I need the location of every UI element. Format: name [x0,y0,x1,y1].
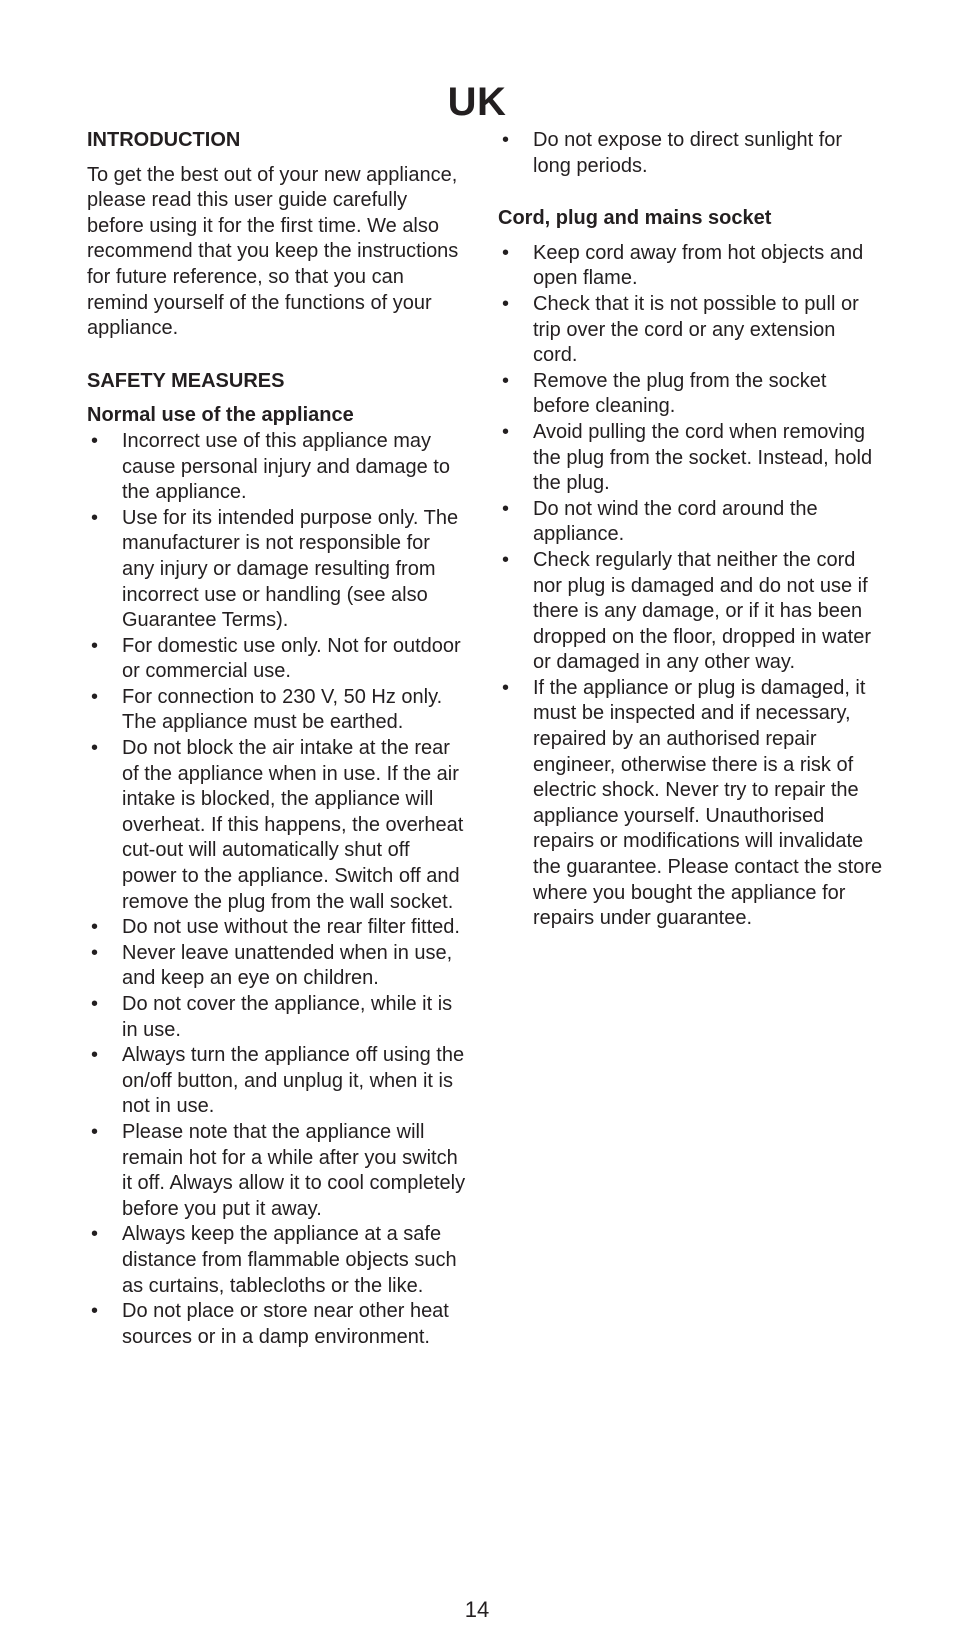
list-item [87,506,467,634]
list-item-text: Always turn the appliance off using the on/off button, and unplug it, when it is not in use. [122,1044,465,1118]
list-item-text: Remove the plug from the socket before cleaning. [533,369,827,418]
introduction-text: To get the best out of your new appliance, please read this user guide carefully before using it for the first time. We also recommend that you keep the instructions for future reference, so that you can remind yourself of the functions of your appliance. [87,163,459,340]
list-item [498,676,883,932]
bullet-icon: • [91,634,99,657]
bullet-icon: • [91,941,99,964]
list-item [87,1299,467,1350]
list-item-text: Check that it is not possible to pull or trip over the cord or any extension cord. [533,292,859,367]
cord-plug-socket-list [498,241,883,932]
list-item-text: Do not cover the appliance, while it is in use. [122,993,453,1041]
safety-measures-heading: SAFETY MEASURES [87,369,285,392]
list-item-text: Use for its intended purpose only. The manufacturer is not responsible for any injury or damage resulting from incorrect use or handling (see also Guarantee Terms). [122,506,459,632]
bullet-icon: • [91,429,99,452]
list-item-text: Always keep the appliance at a safe distance from flammable objects such as curtains, tablecloths or the like. [122,1223,457,1297]
list-item-text: Keep cord away from hot objects and open flame. [533,241,864,290]
cord-plug-socket-heading: Cord, plug and mains socket [498,207,772,230]
bullet-icon: • [502,129,510,151]
bullet-icon: • [502,548,510,571]
language-header: UK [447,80,507,124]
list-item [498,241,883,292]
list-item [87,1043,467,1120]
list-item-text: If the appliance or plug is damaged, it must be inspected and if necessary, repaired by an authorised repair engineer, otherwise there is a risk of electric shock. Never try to repair the appliance yourself. Unauthorised repairs or modifications will invalidate the guarantee. Please contact the store where you bought the appliance for repairs under guarantee. [533,676,883,930]
list-item [87,941,467,992]
continued-list [498,128,883,179]
bullet-icon: • [91,1044,99,1067]
introduction-heading: INTRODUCTION [87,129,241,151]
list-item [87,634,467,685]
list-item-text: Check regularly that neither the cord nor plug is damaged and do not use if there is any damage, or if it has been dropped on the floor, dropped in water or damaged in any other way. [533,548,872,674]
list-item-text: Do not wind the cord around the appliance. [533,497,818,546]
list-item [498,369,883,420]
list-item-text: Please note that the appliance will remain hot for a while after you switch it off. Always allow it to cool completely before you put it away. [122,1120,466,1220]
bullet-icon: • [502,676,510,699]
bullet-icon: • [91,1120,99,1143]
list-item-text: Incorrect use of this appliance may cause personal injury and damage to the appliance. [122,429,450,504]
bullet-icon: • [91,506,99,529]
list-item-text: Do not place or store near other heat sources or in a damp environment. [122,1300,449,1348]
list-item-text: Never leave unattended when in use, and keep an eye on children. [122,941,453,990]
right-column [498,128,883,932]
normal-use-list [87,429,467,1350]
list-item-text: Do not use without the rear filter fitted. [122,916,460,939]
bullet-icon: • [91,1223,99,1246]
list-item [87,1222,467,1299]
page-number: 14 [464,1597,490,1622]
list-item [87,429,467,506]
bullet-icon: • [91,916,99,939]
bullet-icon: • [502,241,510,264]
list-item [498,292,883,369]
normal-use-heading: Normal use of the appliance [87,404,354,427]
bullet-icon: • [502,420,510,443]
list-item [498,497,883,548]
bullet-icon: • [91,737,99,760]
list-item-text: For connection to 230 V, 50 Hz only. The appliance must be earthed. [122,685,443,734]
list-item [498,548,883,676]
list-item-text: For domestic use only. Not for outdoor or commercial use. [122,634,461,683]
list-item [498,128,883,179]
bullet-icon: • [502,497,510,520]
list-item [498,420,883,497]
bullet-icon: • [502,369,510,392]
list-item [87,992,467,1043]
bullet-icon: • [91,685,99,708]
bullet-icon: • [502,292,510,315]
list-item-text: Do not expose to direct sunlight for long periods. [533,129,843,177]
list-item [87,1120,467,1222]
list-item [87,736,467,915]
list-item-text: Do not block the air intake at the rear of the appliance when in use. If the air intake is blocked, the appliance will overheat. If this happens, the overheat cut-out will automatically shut off power to the appliance. Switch off and remove the plug from the wall socket. [122,737,464,913]
list-item [87,685,467,736]
list-item [87,915,467,941]
bullet-icon: • [91,1300,99,1323]
left-column [87,128,467,1350]
list-item-text: Avoid pulling the cord when removing the plug from the socket. Instead, hold the plug. [533,420,873,495]
bullet-icon: • [91,993,99,1015]
